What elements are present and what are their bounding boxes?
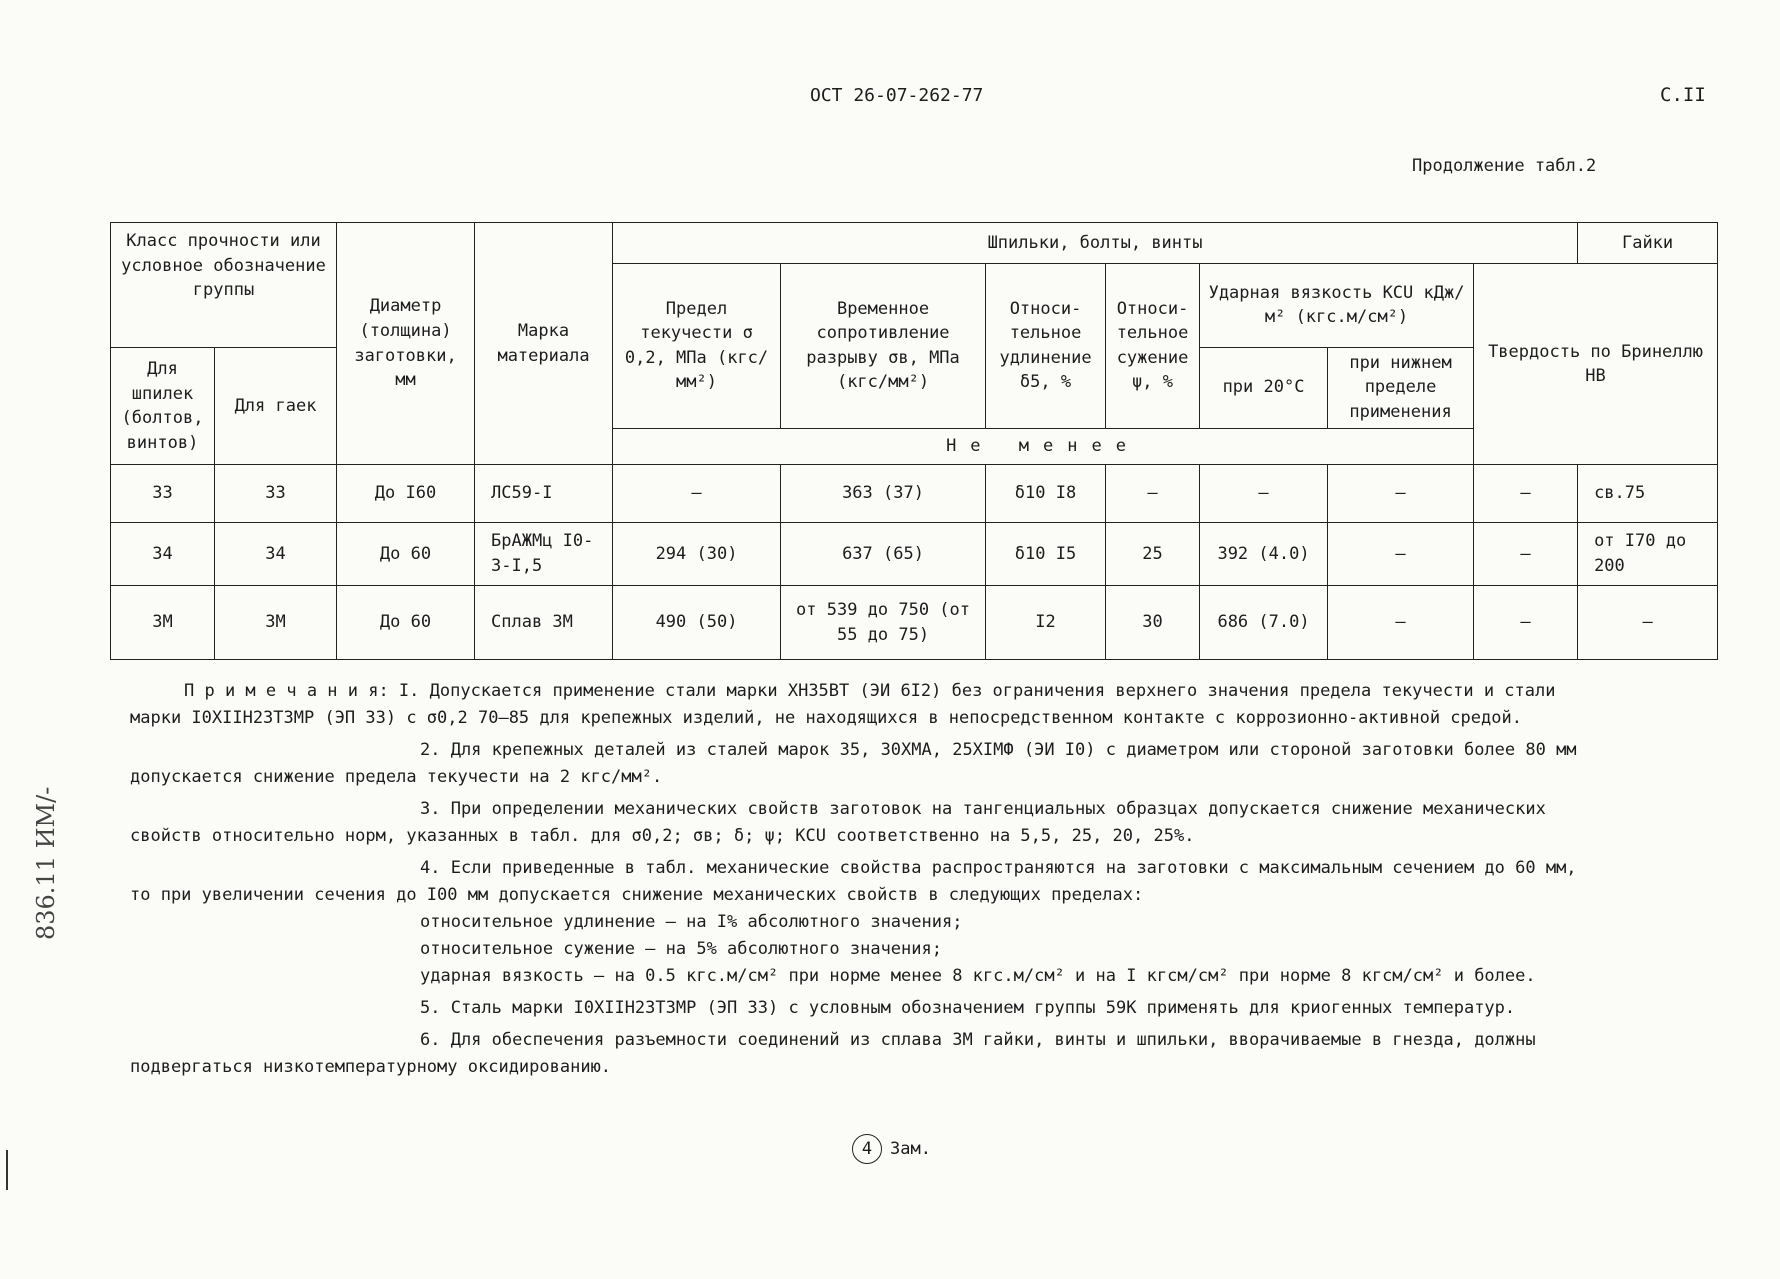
header-impact-low: при нижнем пределе применения — [1328, 347, 1474, 428]
cell-nut-hardness: – — [1578, 586, 1718, 660]
header-tensile: Временное сопротивление разрыву σв, МПа (кгс/мм²) — [781, 263, 986, 428]
cell-studs: 3М — [111, 586, 215, 660]
note-1-line-1: П р и м е ч а н и я: I. Допускается применение стали марки ХН35ВТ (ЭИ 6I2) без ограничения верхнего значения предела текучести и стали — [184, 681, 1556, 701]
cell-elongation: I2 — [986, 586, 1106, 660]
table-row — [111, 465, 1718, 522]
cell-elongation: δ10 I8 — [986, 465, 1106, 522]
table-continuation-label: Продолжение табл.2 — [1412, 156, 1597, 176]
header-narrowing: Относи-тельное сужение ψ, % — [1106, 263, 1200, 428]
header-impact-20c: при 20°C — [1200, 347, 1328, 428]
cell-yield: 294 (30) — [613, 522, 781, 585]
cell-narrowing: – — [1106, 465, 1200, 522]
cell-stud-hardness: – — [1474, 465, 1578, 522]
cell-diameter: До I60 — [337, 465, 475, 522]
note-3-line-2: свойств относительно норм, указанных в табл. для σ0,2; σв; δ; ψ; KCU соответственно на 5,5, 25, 20, 25%. — [130, 826, 1195, 846]
cell-stud-hardness: – — [1474, 522, 1578, 585]
note-2-line-2: допускается снижение предела текучести на 2 кгс/мм². — [130, 767, 663, 787]
cell-narrowing: 25 — [1106, 522, 1200, 585]
cell-yield: – — [613, 465, 781, 522]
header-class: Класс прочности или условное обозначение группы — [111, 223, 337, 348]
cell-nuts: 3М — [215, 586, 337, 660]
note-1-line-2: марки I0ХIIН23Т3МР (ЭП 33) с σ0,2 70–85 для крепежных изделий, не находящихся в непосредственном контакте с коррозионно-активной средой. — [130, 708, 1522, 728]
note-4-line-1: 4. Если приведенные в табл. механические свойства распространяются на заготовки с максимальным сечением до 60 мм, — [420, 858, 1577, 878]
header-diameter: Диаметр (толщина) заготовки, мм — [337, 223, 475, 465]
revision-number-circle: 4 — [852, 1134, 882, 1164]
page-number: С.II — [1660, 84, 1706, 106]
note-4-line-5: ударная вязкость – на 0.5 кгс.м/см² при норме менее 8 кгс.м/см² и на I кгсм/см² при норме 8 кгсм/см² и более. — [420, 966, 1536, 986]
cell-impact-20c: 392 (4.0) — [1200, 522, 1328, 585]
table-row — [111, 586, 1718, 660]
handwritten-signature: 836.11 ИМ/- — [32, 786, 60, 940]
header-impact: Ударная вязкость KCU кДж/м² (кгс.м/см²) — [1200, 263, 1474, 347]
cell-nuts: 34 — [215, 522, 337, 585]
note-4-line-2: то при увеличении сечения до I00 мм допускается снижение механических свойств в следующих пределах: — [130, 885, 1144, 905]
cell-stud-hardness: – — [1474, 586, 1578, 660]
cell-grade: Сплав 3М — [475, 586, 613, 660]
note-5: 5. Сталь марки I0ХIIН23Т3МР (ЭП 33) с условным обозначением группы 59К применять для криогенных температур. — [420, 998, 1516, 1018]
note-4-line-3: относительное удлинение – на I% абсолютного значения; — [420, 912, 963, 932]
cell-tensile: от 539 до 750 (от 55 до 75) — [781, 586, 986, 660]
table-row — [111, 522, 1718, 585]
revision-mark — [852, 1134, 931, 1164]
note-2-line-1: 2. Для крепежных деталей из сталей марок 35, 30ХМА, 25ХIМФ (ЭИ I0) с диаметром или стороной заготовки более 80 мм — [420, 740, 1577, 760]
cell-tensile: 637 (65) — [781, 522, 986, 585]
cell-nuts: 33 — [215, 465, 337, 522]
header-not-less: Не менее — [613, 428, 1474, 465]
cell-grade: ЛС59-I — [475, 465, 613, 522]
header-grade: Марка материала — [475, 223, 613, 465]
cell-studs: 34 — [111, 522, 215, 585]
cell-impact-low: – — [1328, 522, 1474, 585]
cell-impact-20c: – — [1200, 465, 1328, 522]
header-nuts-group: Гайки — [1578, 223, 1718, 264]
cell-impact-20c: 686 (7.0) — [1200, 586, 1328, 660]
cell-nut-hardness: св.75 — [1578, 465, 1718, 522]
header-elongation: Относи-тельное удлинение δ5, % — [986, 263, 1106, 428]
document-code: ОСТ 26-07-262-77 — [810, 85, 984, 106]
cell-diameter: До 60 — [337, 586, 475, 660]
cell-impact-low: – — [1328, 586, 1474, 660]
note-6-line-2: подвергаться низкотемпературному оксидированию. — [130, 1057, 612, 1077]
header-hardness: Твердость по Бринеллю НВ — [1474, 263, 1718, 465]
header-for-nuts: Для гаек — [215, 347, 337, 465]
cell-yield: 490 (50) — [613, 586, 781, 660]
properties-table — [110, 222, 1718, 660]
note-3-line-1: 3. При определении механических свойств заготовок на тангенциальных образцах допускается снижение механических — [420, 799, 1546, 819]
cell-studs: 33 — [111, 465, 215, 522]
margin-mark — [6, 1150, 8, 1190]
notes-section — [130, 678, 1690, 1081]
cell-elongation: δ10 I5 — [986, 522, 1106, 585]
cell-impact-low: – — [1328, 465, 1474, 522]
cell-tensile: 363 (37) — [781, 465, 986, 522]
revision-label: Зам. — [890, 1139, 931, 1159]
cell-grade: БрАЖМц I0-3-I,5 — [475, 522, 613, 585]
header-yield: Предел текучести σ 0,2, МПа (кгс/мм²) — [613, 263, 781, 428]
header-studs-group: Шпильки, болты, винты — [613, 223, 1578, 264]
cell-diameter: До 60 — [337, 522, 475, 585]
cell-nut-hardness: от I70 до 200 — [1578, 522, 1718, 585]
note-6-line-1: 6. Для обеспечения разъемности соединений из сплава 3М гайки, винты и шпильки, вворачиваемые в гнезда, должны — [420, 1030, 1536, 1050]
header-for-studs: Для шпилек (болтов, винтов) — [111, 347, 215, 465]
note-4-line-4: относительное сужение – на 5% абсолютного значения; — [420, 939, 942, 959]
cell-narrowing: 30 — [1106, 586, 1200, 660]
